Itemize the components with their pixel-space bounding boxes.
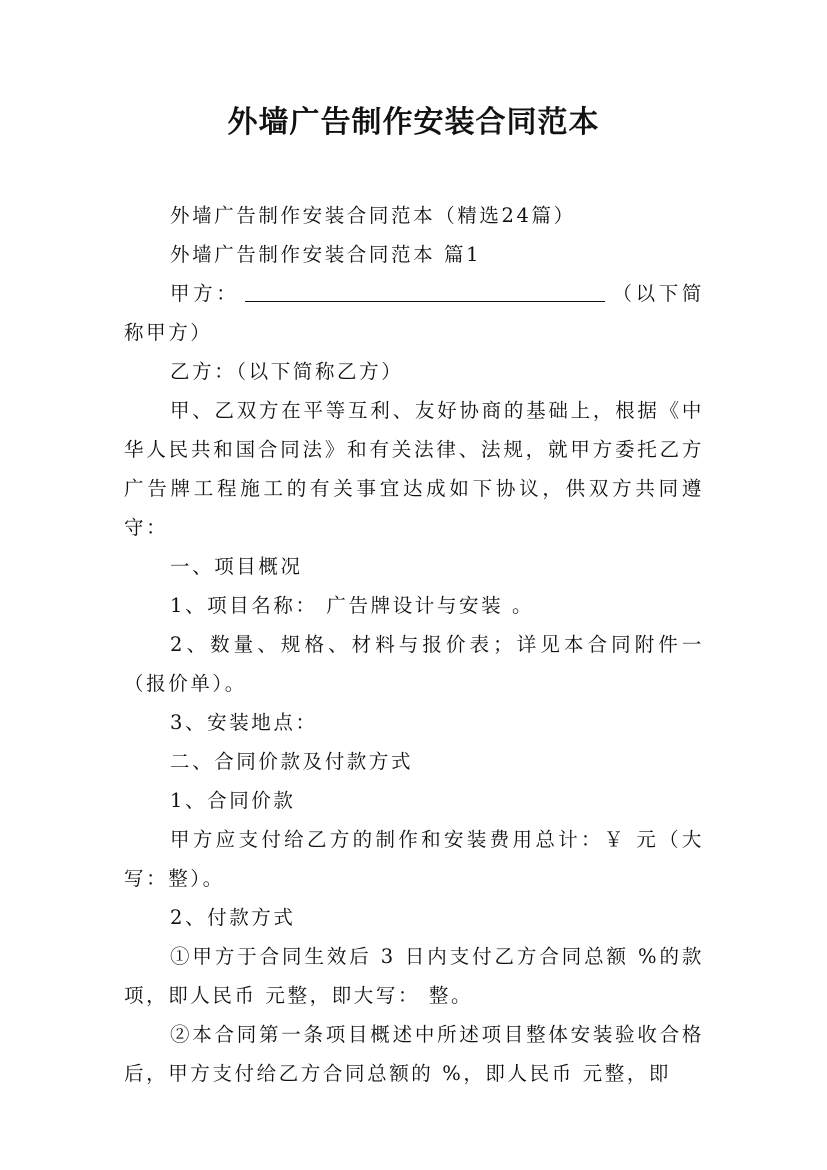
- preamble-paragraph: 甲、乙双方在平等互利、友好协商的基础上，根据《中华人民共和国合同法》和有关法律、法规，就甲方委托乙方广告牌工程施工的有关事宜达成如下协议，供双方共同遵守：: [124, 399, 704, 539]
- section-2-title: 二、合同价款及付款方式: [170, 750, 414, 773]
- section-1-item-2: 2、数量、规格、材料与报价表；详见本合同附件一（报价单）。: [124, 633, 704, 695]
- contract-price-paragraph: 甲方应支付给乙方的制作和安装费用总计：￥ 元（大写：整）。: [124, 828, 704, 890]
- section-2-item-2: 2、付款方式: [170, 906, 296, 929]
- section-heading: 外墙广告制作安装合同范本 篇1: [170, 243, 482, 266]
- section-1-title: 一、项目概况: [170, 555, 303, 578]
- party-a-line: [124, 274, 704, 352]
- party-b-line: 乙方：（以下简称乙方）: [170, 360, 404, 383]
- subtitle: 外墙广告制作安装合同范本（精选24篇）: [170, 204, 576, 227]
- party-a-suffix: （以下简称甲方）: [124, 282, 704, 344]
- document-title: 外墙广告制作安装合同范本: [227, 105, 600, 140]
- party-a-blank-line: [245, 279, 605, 302]
- section-2-item-1: 1、合同价款: [170, 789, 296, 812]
- party-a-label: 甲方：: [170, 282, 240, 305]
- payment-clause-2: ②本合同第一条项目概述中所述项目整体安装验收合格后，甲方支付给乙方合同总额的 %，即人民币 元整，即: [124, 1023, 704, 1085]
- document-body: [124, 196, 704, 1093]
- section-1-item-3: 3、安装地点：: [170, 711, 318, 734]
- section-1-item-1: 1、项目名称： 广告牌设计与安装 。: [170, 594, 535, 617]
- payment-clause-1: ①甲方于合同生效后 3 日内支付乙方合同总额 %的款项，即人民币 元整，即大写： 整。: [124, 945, 704, 1007]
